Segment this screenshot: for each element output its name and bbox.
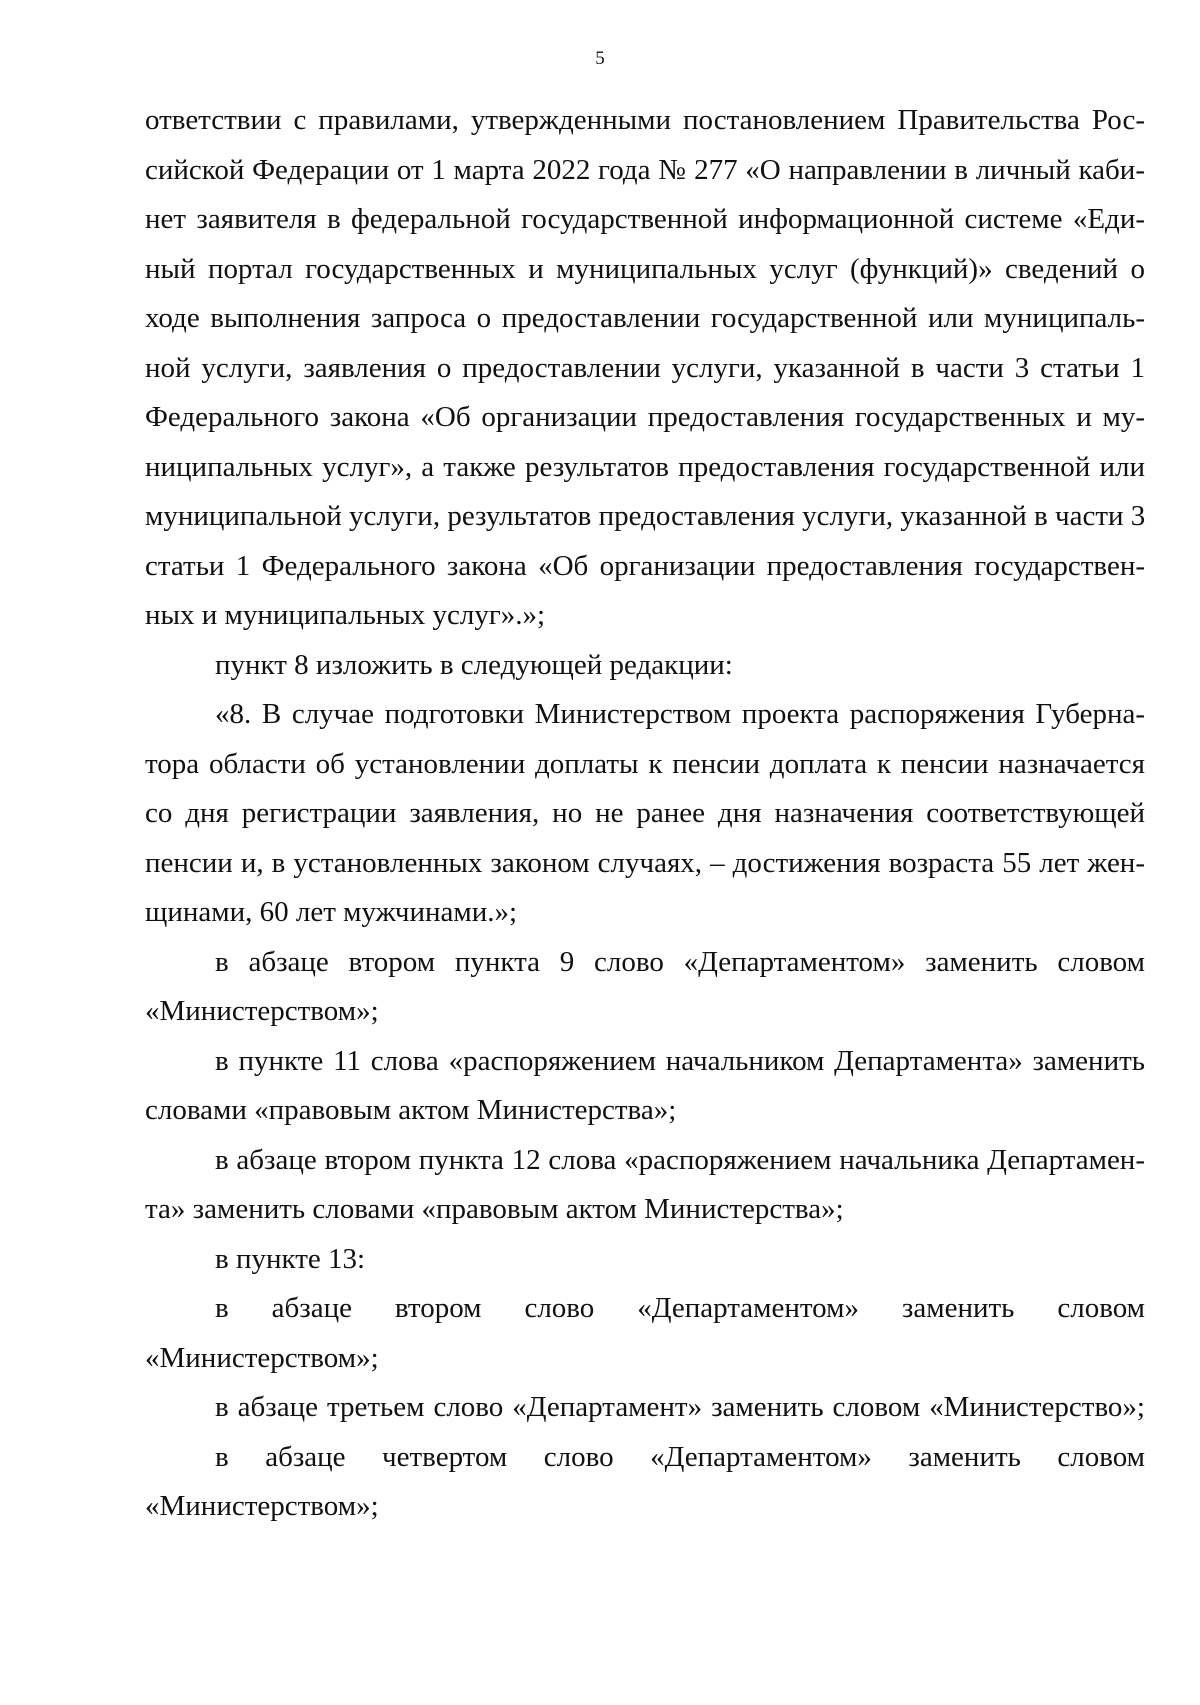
text-line-24: в пункте 13: (215, 1242, 366, 1275)
text-line-25: в абзаце втором слово «Департаментом» заменить словом (215, 1292, 1145, 1324)
text-line-29: «Министерством»; (145, 1490, 379, 1522)
text-line-11: ных и муниципальных услуг».»; (145, 599, 546, 631)
text-line-2: сийской Федерации от 1 марта 2022 года № 277 «О направлении в личный каби- (145, 153, 1145, 186)
text-line-8: ниципальных услуг», а также результатов предоставления государственной или (145, 450, 1145, 483)
text-line-5: ходе выполнения запроса о предоставлении государственной или муниципаль- (145, 302, 1145, 334)
text-line-18: в абзаце втором пункта 9 слово «Департаментом» заменить словом (215, 945, 1145, 978)
text-line-26: «Министерством»; (145, 1341, 379, 1374)
text-line-23: та» заменить словами «правовым актом Министерства»; (145, 1193, 844, 1225)
text-line-28: в абзаце четвертом слово «Департаментом» заменить словом (215, 1440, 1145, 1473)
text-line-6: ной услуги, заявления о предоставлении услуги, указанной в части 3 статьи 1 (145, 351, 1145, 384)
text-line-9: муниципальной услуги, результатов предоставления услуги, указанной в части 3 (145, 500, 1146, 532)
document-body (145, 96, 1145, 1532)
text-line-19: «Министерством»; (145, 995, 379, 1027)
text-line-13: «8. В случае подготовки Министерством проекта распоряжения Губерна- (215, 698, 1145, 730)
text-line-22: в абзаце втором пункта 12 слова «распоряжением начальника Департамен- (215, 1143, 1145, 1176)
text-line-10: статьи 1 Федерального закона «Об организации предоставления государствен- (145, 549, 1145, 582)
text-line-15: со дня регистрации заявления, но не ранее дня назначения соответствующей (145, 797, 1145, 829)
page-number: 5 (595, 48, 605, 69)
text-line-7: Федерального закона «Об организации предоставления государственных и му- (145, 401, 1145, 433)
text-line-12: пункт 8 изложить в следующей редакции: (215, 648, 733, 681)
text-line-17: щинами, 60 лет мужчинами.»; (145, 896, 518, 928)
text-line-4: ный портал государственных и муниципальных услуг (функций)» сведений о (145, 252, 1145, 285)
text-line-3: нет заявителя в федеральной государственной информационной системе «Еди- (145, 203, 1145, 235)
text-line-27: в абзаце третьем слово «Департамент» заменить словом «Министерство»; (215, 1391, 1145, 1423)
text-line-1: ответствии с правилами, утвержденными постановлением Правительства Рос- (145, 104, 1145, 136)
text-line-14: тора области об установлении доплаты к пенсии доплата к пенсии назначается (145, 747, 1145, 780)
text-line-21: словами «правовым актом Министерства»; (145, 1094, 677, 1126)
text-line-16: пенсии и, в установленных законом случаях, – достижения возраста 55 лет жен- (145, 846, 1145, 879)
text-line-20: в пункте 11 слова «распоряжением начальником Департамента» заменить (215, 1044, 1145, 1077)
